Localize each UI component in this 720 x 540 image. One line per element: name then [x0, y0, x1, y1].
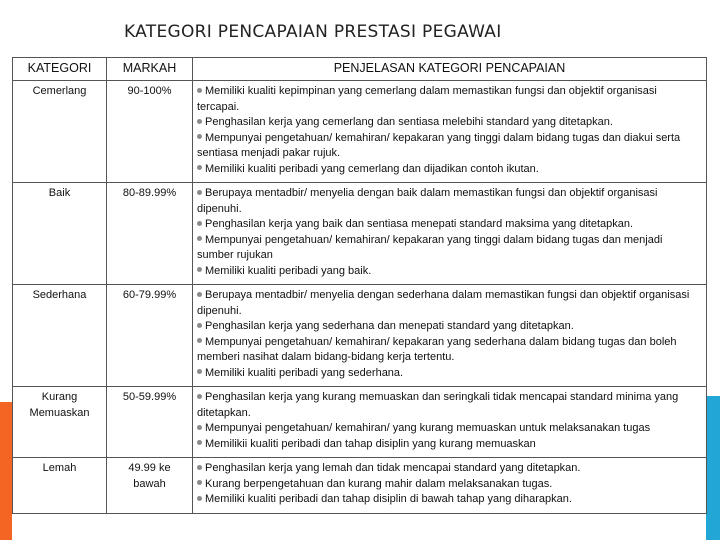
description-text: Berupaya mentadbir/ menyelia dengan baik dalam memastikan fungsi dan objektif organisasi dipenuhi. — [197, 187, 658, 215]
description-point — [197, 461, 702, 477]
bullet-icon — [197, 338, 202, 343]
score-range: 49.99 ke bawah — [107, 458, 193, 514]
description-cell — [193, 387, 707, 458]
description-text: Penghasilan kerja yang cemerlang dan sentiasa melebihi standard yang ditetapkan. — [205, 116, 613, 128]
description-point — [197, 477, 702, 493]
description-text: Mempunyai pengetahuan/ kemahiran/ yang kurang memuaskan untuk melaksanakan tugas — [205, 422, 651, 434]
table-row — [13, 387, 707, 458]
table-row — [13, 458, 707, 514]
description-point — [197, 131, 702, 162]
description-point — [197, 217, 702, 233]
bullet-icon — [197, 119, 202, 124]
description-text: Memiliki kualiti peribadi yang sederhana. — [205, 366, 404, 379]
table-row — [13, 183, 707, 285]
description-point — [197, 288, 702, 319]
score-range: 80-89.99% — [107, 183, 193, 285]
slide-title: KATEGORI PENCAPAIAN PRESTASI PEGAWAI — [124, 22, 502, 42]
category-name: Kurang Memuaskan — [13, 387, 107, 458]
bullet-icon — [197, 394, 202, 399]
bullet-icon — [197, 425, 202, 430]
description-text: Penghasilan kerja yang baik dan sentiasa menepati standard maksima yang ditetapkan. — [205, 218, 634, 230]
bullet-icon — [197, 496, 202, 501]
category-table — [12, 57, 707, 514]
bullet-icon — [197, 165, 202, 170]
description-text: Memiliki kualiti peribadi yang cemerlang dan dijadikan contoh ikutan. — [205, 162, 539, 175]
description-cell — [193, 285, 707, 387]
header-penjelasan: PENJELASAN KATEGORI PENCAPAIAN — [193, 58, 707, 81]
bullet-icon — [197, 221, 202, 226]
description-point — [197, 492, 702, 508]
description-cell — [193, 458, 707, 514]
table-row — [13, 285, 707, 387]
description-point — [197, 437, 702, 453]
description-text: Memiliki kualiti peribadi dan tahap disiplin di bawah tahap yang diharapkan. — [205, 493, 572, 505]
bullet-icon — [197, 369, 202, 374]
bullet-icon — [197, 190, 202, 195]
score-range: 90-100% — [107, 81, 193, 183]
description-point — [197, 264, 702, 280]
description-text: Memiliki kualiti peribadi yang baik. — [205, 264, 372, 277]
description-text: Penghasilan kerja yang sederhana dan menepati standard yang ditetapkan. — [205, 320, 574, 332]
table-row — [13, 81, 707, 183]
category-name: Cemerlang — [13, 81, 107, 183]
blue-accent-bar — [706, 396, 720, 540]
category-name: Lemah — [13, 458, 107, 514]
score-range: 60-79.99% — [107, 285, 193, 387]
bullet-icon — [197, 292, 202, 297]
description-point — [197, 366, 702, 382]
table-header-row — [13, 58, 707, 81]
description-point — [197, 421, 702, 437]
description-point — [197, 390, 702, 421]
bullet-icon — [197, 440, 202, 445]
description-text: Mempunyai pengetahuan/ kemahiran/ kepakaran yang sederhana dalam bidang tugas dan boleh memberi nasihat dalam bidang-bidang kerja tertentu. — [197, 335, 677, 363]
description-text: Penghasilan kerja yang lemah dan tidak mencapai standard yang ditetapkan. — [205, 462, 581, 474]
bullet-icon — [197, 88, 202, 93]
bullet-icon — [197, 480, 202, 485]
bullet-icon — [197, 267, 202, 272]
score-range: 50-59.99% — [107, 387, 193, 458]
bullet-icon — [197, 236, 202, 241]
description-point — [197, 84, 702, 115]
description-point — [197, 319, 702, 335]
description-cell — [193, 81, 707, 183]
bullet-icon — [197, 465, 202, 470]
description-text: Penghasilan kerja yang kurang memuaskan dan seringkali tidak mencapai standard minima yang ditetapkan. — [197, 391, 679, 419]
category-name: Baik — [13, 183, 107, 285]
orange-accent-bar — [0, 402, 12, 540]
description-point — [197, 335, 702, 366]
description-text: Kurang berpengetahuan dan kurang mahir dalam melaksanakan tugas. — [205, 477, 553, 490]
description-point — [197, 115, 702, 131]
description-text: Berupaya mentadbir/ menyelia dengan sederhana dalam memastikan fungsi dan objektif organisasi dipenuhi. — [197, 289, 690, 317]
description-point — [197, 186, 702, 217]
header-markah: MARKAH — [107, 58, 193, 81]
description-text: Mempunyai pengetahuan/ kemahiran/ kepakaran yang tinggi dalam bidang tugas dan diakui serta sentiasa menjadi pakar rujuk. — [197, 131, 681, 159]
header-kategori: KATEGORI — [13, 58, 107, 81]
description-text: Memilikii kualiti peribadi dan tahap disiplin yang kurang memuaskan — [205, 437, 536, 450]
description-cell — [193, 183, 707, 285]
description-text: Mempunyai pengetahuan/ kemahiran/ kepakaran yang tinggi dalam bidang tugas dan menjadi sumber rujukan — [197, 233, 663, 261]
description-text: Memiliki kualiti kepimpinan yang cemerlang dalam memastikan fungsi dan objektif organisasi tercapai. — [197, 85, 657, 113]
category-name: Sederhana — [13, 285, 107, 387]
bullet-icon — [197, 134, 202, 139]
description-point — [197, 162, 702, 178]
description-point — [197, 233, 702, 264]
bullet-icon — [197, 323, 202, 328]
